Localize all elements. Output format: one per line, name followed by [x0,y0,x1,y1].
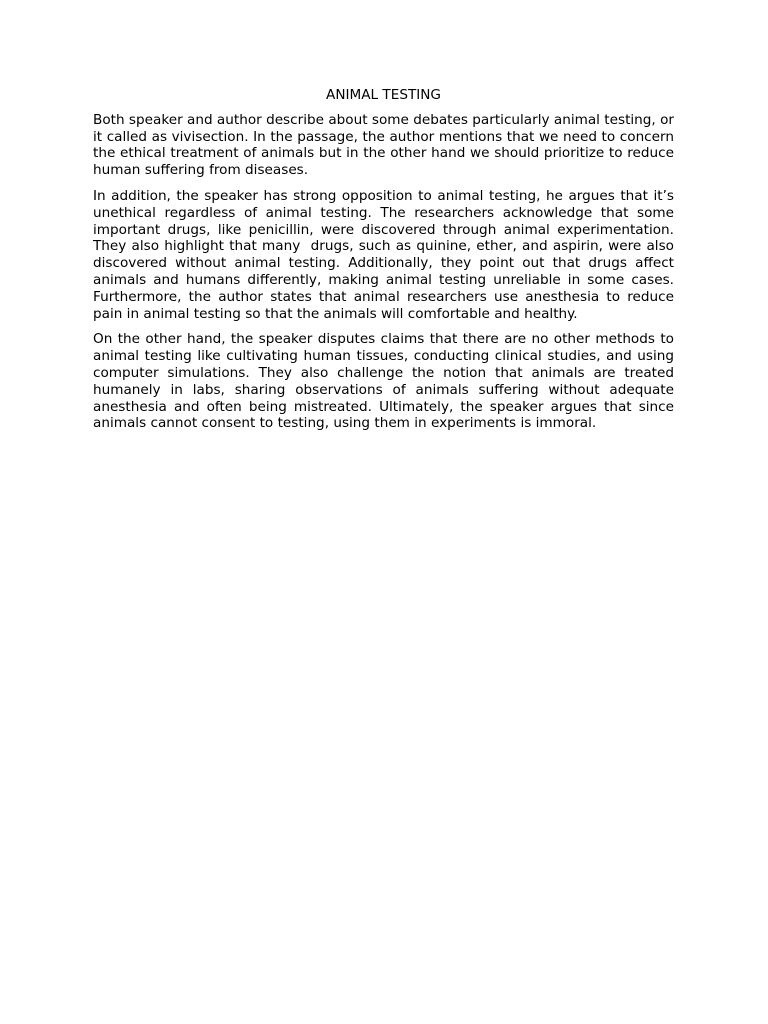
paragraph-1: Both speaker and author describe about some debates particularly animal testing, or it called as vivisection. In the passage, the author mentions that we need to concern the ethical treatment of animals but in the other hand we should prioritize to reduce human suffering from diseases. [93,111,679,179]
document-body [93,87,679,441]
paragraph-2: In addition, the speaker has strong opposition to animal testing, he argues that it’s unethical regardless of animal testing. The researchers acknowledge that some important drugs, like penicillin, were discovered through animal experimentation. They also highlight that many drugs, such as quinine, ether, and aspirin, were also discovered without animal testing. Additionally, they point out that drugs affect animals and humans differently, making animal testing unreliable in some cases. Furthermore, the author states that animal researchers use anesthesia to reduce pain in animal testing so that the animals will comfortable and healthy. [93,187,679,322]
document-title: ANIMAL TESTING [326,87,441,103]
paragraph-3: On the other hand, the speaker disputes claims that there are no other methods to animal testing like cultivating human tissues, conducting clinical studies, and using computer simulations. They also challenge the notion that animals are treated humanely in labs, sharing observations of animals suffering without adequate anesthesia and often being mistreated. Ultimately, the speaker argues that since animals cannot consent to testing, using them in experiments is immoral. [93,331,679,432]
